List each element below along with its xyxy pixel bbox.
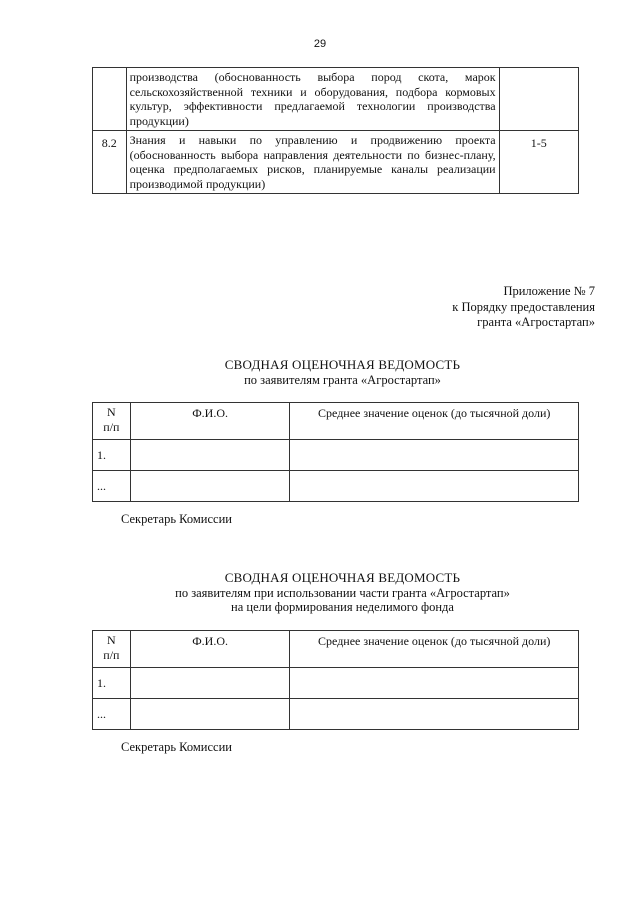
statement1-heading (60, 358, 625, 387)
table-header-row (93, 403, 579, 440)
criteria-score-cell: 1-5 (499, 131, 578, 194)
appendix-grant: гранта «Агростартап» (477, 315, 595, 329)
page-number: 29 (313, 38, 327, 50)
statement1-title: СВОДНАЯ ОЦЕНОЧНАЯ ВЕДОМОСТЬ (224, 357, 461, 372)
table-row (93, 471, 579, 502)
criteria-table (92, 67, 579, 194)
statement2-subtitle1: по заявителям при использовании части гранта «Агростартап» (175, 585, 510, 600)
criteria-num-cell (93, 68, 127, 131)
row-avg (290, 699, 579, 730)
header-num-line2: п/п (103, 419, 120, 434)
criteria-score-cell (499, 68, 578, 131)
statement1-subtitle: по заявителям гранта «Агростартап» (244, 372, 441, 387)
criteria-text-cell: производства (обоснованность выбора пород скота, марок сельскохозяйственной техники и оборудования, подбора кормовых культур, эффективности предлагаемой технологии производства продукции) (126, 68, 499, 131)
statement1-signature: Секретарь Комиссии (121, 512, 232, 526)
header-num-line1: N (107, 405, 116, 419)
statement2-title: СВОДНАЯ ОЦЕНОЧНАЯ ВЕДОМОСТЬ (224, 570, 461, 585)
statement2-signature: Секретарь Комиссии (121, 740, 232, 754)
criteria-num-cell: 8.2 (93, 131, 127, 194)
header-num-line2: п/п (103, 647, 120, 662)
appendix-reference: к Порядку предоставления (452, 299, 595, 314)
header-num (93, 403, 131, 440)
row-name (130, 699, 290, 730)
header-avg: Среднее значение оценок (до тысячной доли) (290, 631, 579, 668)
row-name (130, 471, 290, 502)
header-num (93, 631, 131, 668)
header-num-line1: N (107, 633, 116, 647)
statement2-heading (60, 571, 625, 615)
row-avg (290, 668, 579, 699)
criteria-text-cell: Знания и навыки по управлению и продвижению проекта (обоснованность выбора направления деятельности по бизнес-плану, оценка предполагаемых рисков, планируемые каналы реализации производимой продукции) (126, 131, 499, 194)
header-name: Ф.И.О. (130, 403, 290, 440)
table-row (93, 699, 579, 730)
row-num: 1. (93, 440, 131, 471)
row-avg (290, 440, 579, 471)
row-num: 1. (93, 668, 131, 699)
header-avg: Среднее значение оценок (до тысячной доли) (290, 403, 579, 440)
table-row (93, 68, 579, 131)
appendix-number: Приложение № 7 (503, 284, 595, 298)
row-avg (290, 471, 579, 502)
header-name: Ф.И.О. (130, 631, 290, 668)
row-num: ... (93, 471, 131, 502)
row-name (130, 440, 290, 471)
statement2-subtitle2: на цели формирования неделимого фонда (231, 600, 454, 614)
appendix-header (452, 284, 595, 331)
statement2-table (92, 630, 579, 730)
table-header-row (93, 631, 579, 668)
row-num: ... (93, 699, 131, 730)
row-name (130, 668, 290, 699)
table-row (93, 131, 579, 194)
statement1-table (92, 402, 579, 502)
table-row (93, 440, 579, 471)
table-row (93, 668, 579, 699)
